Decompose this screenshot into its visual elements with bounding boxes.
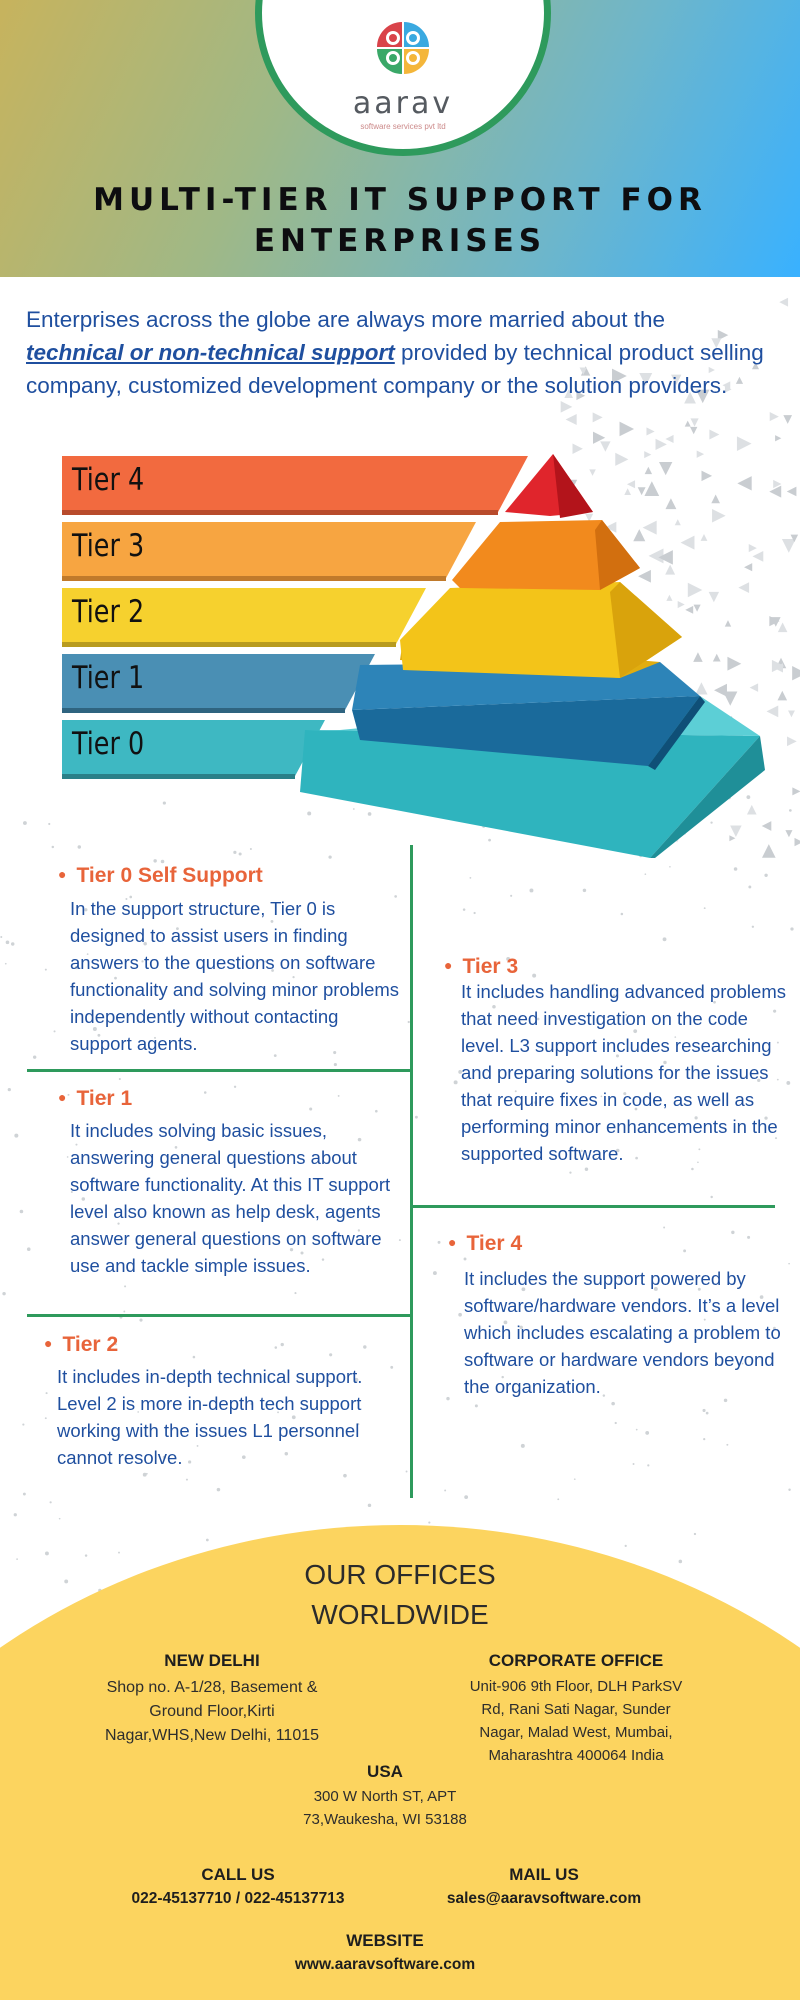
website-link[interactable]: www.aaravsoftware.com bbox=[294, 1956, 476, 1973]
phone-numbers[interactable]: 022-45137710 / 022-45137713 bbox=[131, 1890, 345, 1907]
office-usa-name: USA bbox=[367, 1762, 403, 1781]
pyramid-label-tier-1: Tier 1 bbox=[72, 660, 145, 696]
offices-title-line1: OUR OFFICES bbox=[304, 1559, 496, 1590]
pyramid-label-tier-0: Tier 0 bbox=[72, 726, 145, 762]
intro-text-start: Enterprises across the globe are always more married about the bbox=[26, 307, 666, 332]
tier0-heading-text: Tier 0 Self Support bbox=[76, 864, 263, 887]
brand-tagline: software services pvt ltd bbox=[360, 122, 446, 131]
website-label: WEBSITE bbox=[346, 1931, 424, 1950]
office-delhi-line2: Ground Floor,Kirti bbox=[149, 1703, 275, 1720]
tier2-heading-text: Tier 2 bbox=[62, 1333, 119, 1356]
divider-tier3-tier4 bbox=[413, 1205, 775, 1208]
tier3-heading-text: Tier 3 bbox=[462, 955, 519, 978]
office-corporate-line1: Unit-906 9th Floor, DLH ParkSV bbox=[469, 1678, 683, 1695]
header-banner bbox=[0, 0, 800, 277]
offices-title-line2: WORLDWIDE bbox=[311, 1599, 489, 1630]
office-delhi-line1: Shop no. A-1/28, Basement & bbox=[106, 1679, 318, 1696]
bullet-icon: ● bbox=[58, 1089, 67, 1105]
tier4-description: It includes the support powered by software/hardware vendors. It’s a level which includes escalating a problem to software or hardware vendors beyond the organization. bbox=[464, 1268, 781, 1397]
office-usa-address bbox=[235, 1785, 535, 1831]
office-usa-line2: 73,Waukesha, WI 53188 bbox=[303, 1811, 467, 1828]
office-delhi-name: NEW DELHI bbox=[164, 1651, 260, 1670]
mail-us-label: MAIL US bbox=[509, 1865, 579, 1884]
page-title bbox=[80, 180, 720, 262]
office-delhi-address bbox=[62, 1676, 362, 1748]
pyramid-label-tier-2: Tier 2 bbox=[72, 594, 145, 630]
office-corporate-address bbox=[426, 1675, 726, 1767]
tier3-heading bbox=[444, 955, 518, 979]
brand-name: aarav bbox=[352, 86, 454, 121]
bullet-icon: ● bbox=[58, 866, 67, 882]
tier0-heading bbox=[58, 864, 263, 888]
tier2-description: It includes in-depth technical support. Level 2 is more in-depth tech support working with the issues L1 personnel cannot resolve. bbox=[57, 1366, 363, 1468]
divider-tier0-tier1 bbox=[27, 1069, 410, 1072]
office-corporate-line4: Maharashtra 400064 India bbox=[488, 1747, 664, 1764]
tier-pyramid-graphic bbox=[0, 440, 800, 860]
email-link[interactable]: sales@aaravsoftware.com bbox=[446, 1890, 642, 1907]
aarav-logo-icon bbox=[372, 16, 434, 80]
intro-paragraph bbox=[26, 303, 766, 402]
office-corporate-line2: Rd, Rani Sati Nagar, Sunder bbox=[481, 1701, 671, 1718]
page-title-line1: MULTI-TIER IT SUPPORT FOR bbox=[93, 182, 707, 218]
call-us-label: CALL US bbox=[201, 1865, 275, 1884]
bullet-icon: ● bbox=[44, 1335, 53, 1351]
intro-emphasis-link[interactable]: technical or non-technical support bbox=[26, 340, 395, 365]
tier4-heading-text: Tier 4 bbox=[466, 1232, 523, 1255]
bullet-icon: ● bbox=[444, 957, 453, 973]
tier4-heading bbox=[448, 1232, 522, 1256]
tier1-description: It includes solving basic issues, answering general questions about software functionality. At this IT support level also known as help desk, agents answer general questions on software use and tackle simple issues. bbox=[70, 1120, 391, 1276]
office-delhi-line3: Nagar,WHS,New Delhi, 11015 bbox=[104, 1727, 320, 1744]
pyramid-label-tier-4: Tier 4 bbox=[72, 462, 145, 498]
divider-tier1-tier2 bbox=[27, 1314, 410, 1317]
page-title-line2: ENTERPRISES bbox=[253, 223, 547, 259]
tier1-heading bbox=[58, 1087, 132, 1111]
tier2-heading bbox=[44, 1333, 118, 1357]
tier0-description: In the support structure, Tier 0 is designed to assist users in finding answers to the questions on software functionality and solving minor problems independently without contacting support agents. bbox=[70, 898, 400, 1054]
offices-title bbox=[200, 1555, 600, 1635]
center-divider bbox=[410, 845, 413, 1498]
office-corporate-name: CORPORATE OFFICE bbox=[488, 1651, 664, 1670]
office-corporate-line3: Nagar, Malad West, Mumbai, bbox=[479, 1724, 673, 1741]
office-usa-line1: 300 W North ST, APT bbox=[313, 1788, 457, 1805]
tier1-heading-text: Tier 1 bbox=[76, 1087, 133, 1110]
tier3-description: It includes handling advanced problems that need investigation on the code level. L3 support includes researching and preparing solutions for the issues that require fixes in code, as well as performing minor enhancements in the supported software. bbox=[461, 981, 786, 1164]
intro-text-end: provided by technical product selling company, customized development company or the solution providers. bbox=[26, 340, 764, 398]
pyramid-label-tier-3: Tier 3 bbox=[72, 528, 145, 564]
bullet-icon: ● bbox=[448, 1234, 457, 1250]
